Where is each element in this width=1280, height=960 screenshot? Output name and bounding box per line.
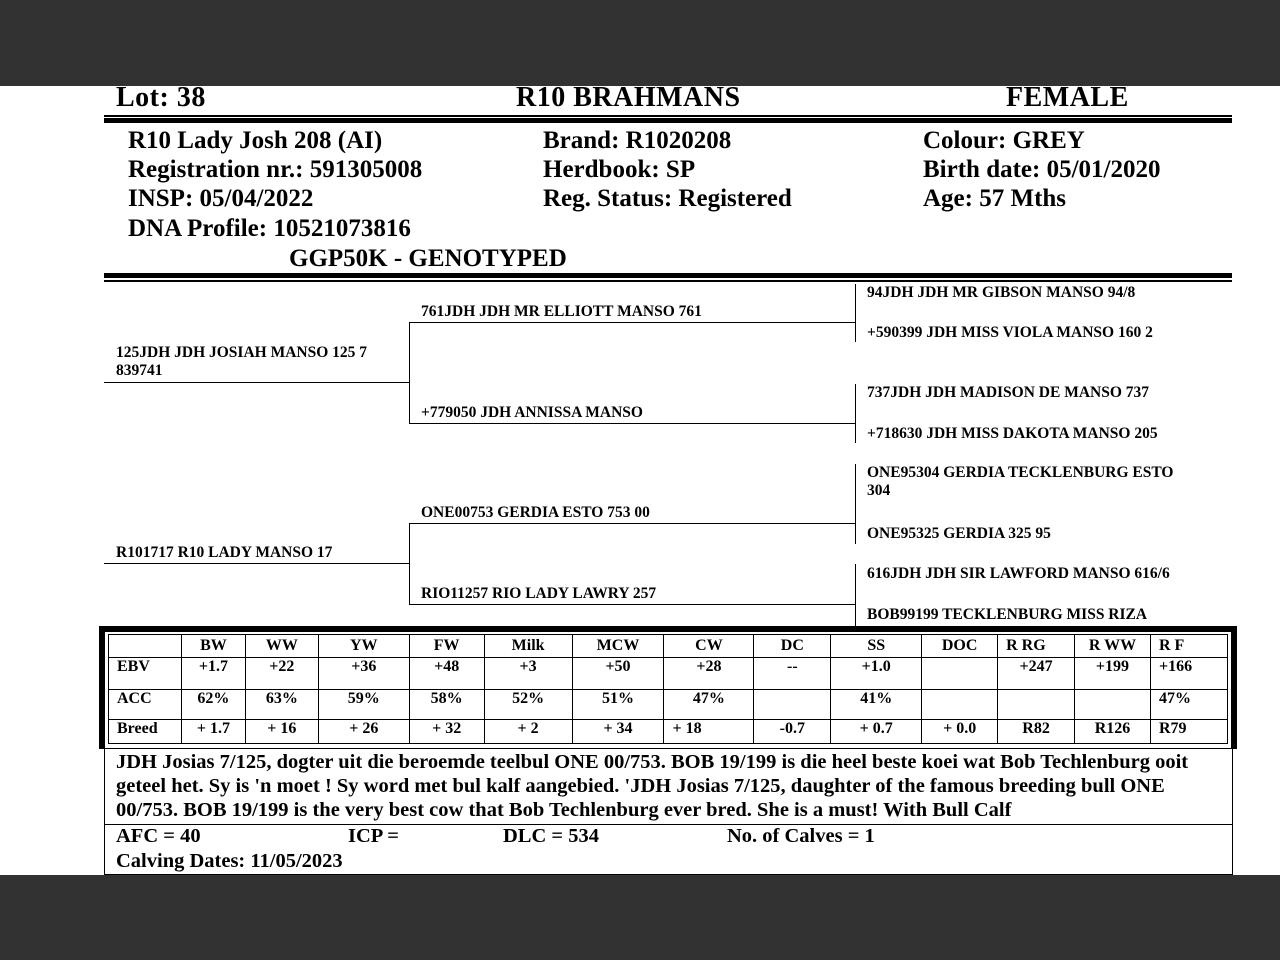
ebv-header-ww: WW xyxy=(245,635,318,658)
ebv-header-cw: CW xyxy=(664,635,754,658)
ebv-header-bw: BW xyxy=(181,635,245,658)
lot-number: Lot: 38 xyxy=(116,86,206,113)
pedigree-sire-dam: +779050 JDH ANNISSA MANSO xyxy=(421,404,643,421)
ebv-header-fw: FW xyxy=(409,635,484,658)
ebv-header-ss: SS xyxy=(831,635,922,658)
dlc: DLC = 534 xyxy=(503,825,599,847)
number-of-calves: No. of Calves = 1 xyxy=(727,825,875,847)
age: Age: 57 Mths xyxy=(923,185,1067,212)
comment-divider xyxy=(104,824,1233,825)
ebv-header-row xyxy=(109,635,1228,658)
pedigree-dsd: ONE95325 GERDIA 325 95 xyxy=(867,525,1051,542)
inspection-date: INSP: 05/04/2022 xyxy=(128,185,314,212)
header-rule-bottom xyxy=(104,273,1232,278)
pedigree-sdd: +718630 JDH MISS DAKOTA MANSO 205 xyxy=(867,425,1158,442)
ebv-header-yw: YW xyxy=(318,635,409,658)
ebv-table xyxy=(108,634,1228,744)
ebv-header-doc: DOC xyxy=(922,635,998,658)
ebv-header-rf: R F xyxy=(1150,635,1227,658)
header-rule-thin xyxy=(104,280,1232,282)
ds-line xyxy=(409,523,855,524)
genotype-status: GGP50K - GENOTYPED xyxy=(289,245,567,272)
pedigree-dds: 616JDH JDH SIR LAWFORD MANSO 616/6 xyxy=(867,565,1170,582)
ebv-header-rww: R WW xyxy=(1075,635,1151,658)
comment-text: JDH Josias 7/125, dogter uit die beroemde teelbul ONE 00/753. BOB 19/199 is die heel beste koei wat Bob Techlenburg ooit geteel het. Sy is 'n moet ! Sy word met bul kalf aangebied. 'JDH Josias 7/125, daughter of the famous breeding bull ONE 00/753. BOB 19/199 is the very best cow that Bob Techlenburg ever bred. She is a must! With Bull Calf xyxy=(116,751,1189,821)
herdbook: Herdbook: SP xyxy=(543,156,696,183)
pedigree-sss: 94JDH JDH MR GIBSON MANSO 94/8 xyxy=(867,284,1136,301)
pedigree-dam-sire: ONE00753 GERDIA ESTO 753 00 xyxy=(421,504,650,521)
pedigree-dam: R101717 R10 LADY MANSO 17 xyxy=(116,544,333,561)
pedigree-dss: ONE95304 GERDIA TECKLENBURG ESTO 304 xyxy=(867,464,1174,499)
ebv-row-ebv: EBV +1.7 +22 +36 +48 +3 +50 +28 -- +1.0 +247 +199 +166 xyxy=(109,658,1228,690)
ebv-row-acc: ACC 62% 63% 59% 58% 52% 51% 47% 41% 47% xyxy=(109,690,1228,720)
ebv-header-rrg: R RG xyxy=(998,635,1075,658)
pedigree-ddd: BOB99199 TECKLENBURG MISS RIZA xyxy=(867,606,1148,623)
ss-line xyxy=(409,322,855,323)
dam-line xyxy=(104,563,409,564)
lot-sheet xyxy=(0,86,1280,875)
dam-bracket xyxy=(409,523,410,605)
dd-line xyxy=(409,604,855,605)
pedigree-sire-sire: 761JDH JDH MR ELLIOTT MANSO 761 xyxy=(421,303,702,320)
sd-bracket xyxy=(855,384,856,443)
breeder-name: R10 BRAHMANS xyxy=(516,86,741,113)
ebv-row-breed: Breed + 1.7 + 16 + 26 + 32 + 2 + 34 + 18 -0.7 + 0.7 + 0.0 R82 R126 R79 xyxy=(109,720,1228,744)
ebv-header-blank xyxy=(109,635,182,658)
sd-line xyxy=(409,423,855,424)
sire-line xyxy=(104,382,409,383)
ss-bracket xyxy=(855,284,856,342)
ds-bracket xyxy=(855,464,856,544)
title-underline xyxy=(104,115,1232,117)
afc: AFC = 40 xyxy=(116,825,201,847)
calving-dates: Calving Dates: 11/05/2023 xyxy=(116,850,343,872)
ebv-header-mcw: MCW xyxy=(572,635,664,658)
ebv-header-dc: DC xyxy=(754,635,831,658)
registration-number: Registration nr.: 591305008 xyxy=(128,156,423,183)
sire-bracket xyxy=(409,322,410,424)
pedigree-ssd: +590399 JDH MISS VIOLA MANSO 160 2 xyxy=(867,324,1153,341)
colour: Colour: GREY xyxy=(923,127,1085,154)
registration-status: Reg. Status: Registered xyxy=(543,185,792,212)
header-rule-top xyxy=(104,118,1232,123)
ebv-header-milk: Milk xyxy=(484,635,572,658)
pedigree-sire: 125JDH JDH JOSIAH MANSO 125 7 839741 xyxy=(116,344,368,379)
pedigree-sds: 737JDH JDH MADISON DE MANSO 737 xyxy=(867,384,1150,401)
pedigree-dam-dam: RIO11257 RIO LADY LAWRY 257 xyxy=(421,585,657,602)
animal-sex: FEMALE xyxy=(1006,86,1129,113)
animal-name: R10 Lady Josh 208 (AI) xyxy=(128,127,383,154)
icp: ICP = xyxy=(348,825,399,847)
dna-profile: DNA Profile: 10521073816 xyxy=(128,215,411,242)
birth-date: Birth date: 05/01/2020 xyxy=(923,156,1161,183)
dd-bracket xyxy=(855,564,856,626)
brand: Brand: R1020208 xyxy=(543,127,732,154)
